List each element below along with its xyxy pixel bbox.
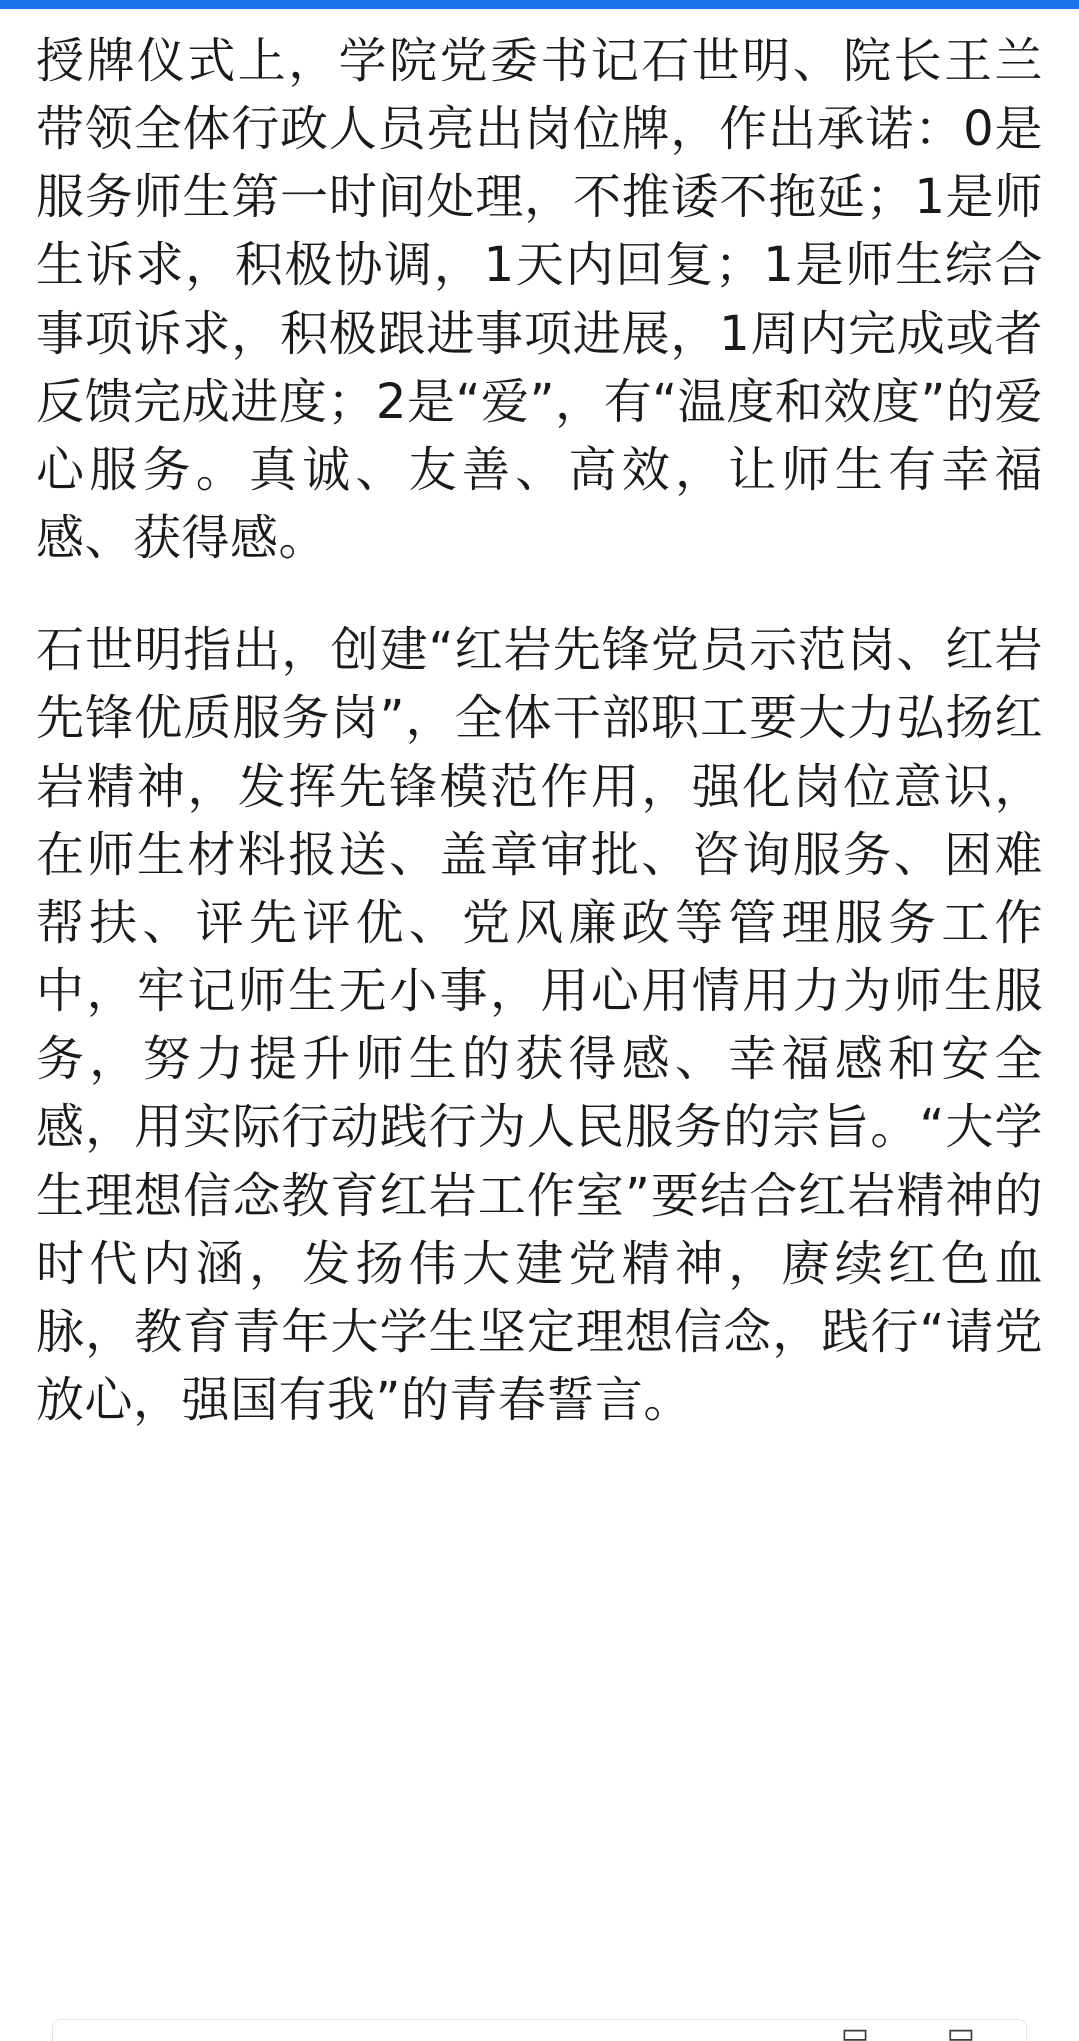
top-progress-bar [0, 0, 1079, 9]
article-paragraph: 石世明指出，创建“红岩先锋党员示范岗、红岩先锋优质服务岗”，全体干部职工要大力弘扬红岩精神，发挥先锋模范作用，强化岗位意识，在师生材料报送、盖章审批、咨询服务、困难帮扶、评先评优、党风廉政等管理服务工作中，牢记师生无小事，用心用情用力为师生服务，努力提升师生的获得感、幸福感和安全感，用实际行动践行为人民服务的宗旨。“大学生理想信念教育红岩工作室”要结合红岩精神的时代内涵，发扬伟大建党精神，赓续红色血脉，教育青年大学生坚定理想信念，践行“请党放心，强国有我”的青春誓言。 [36, 622, 1043, 1428]
article-paragraph: 授牌仪式上，学院党委书记石世明、院长王兰带领全体行政人员亮出岗位牌，作出承诺：0是服务师生第一时间处理，不推诿不拖延；1是师生诉求，积极协调，1天内回复；1是师生综合事项诉求，积极跟进事项进展，1周内完成或者反馈完成进度；2是“爱”，有“温度和效度”的爱心服务。真诚、友善、高效，让师生有幸福感、获得感。 [36, 33, 1043, 567]
bottom-partial-glyphs: ▭ ▭ [840, 2021, 1009, 2041]
article-body [0, 9, 1079, 1478]
bottom-partial-area [0, 2004, 1079, 2041]
